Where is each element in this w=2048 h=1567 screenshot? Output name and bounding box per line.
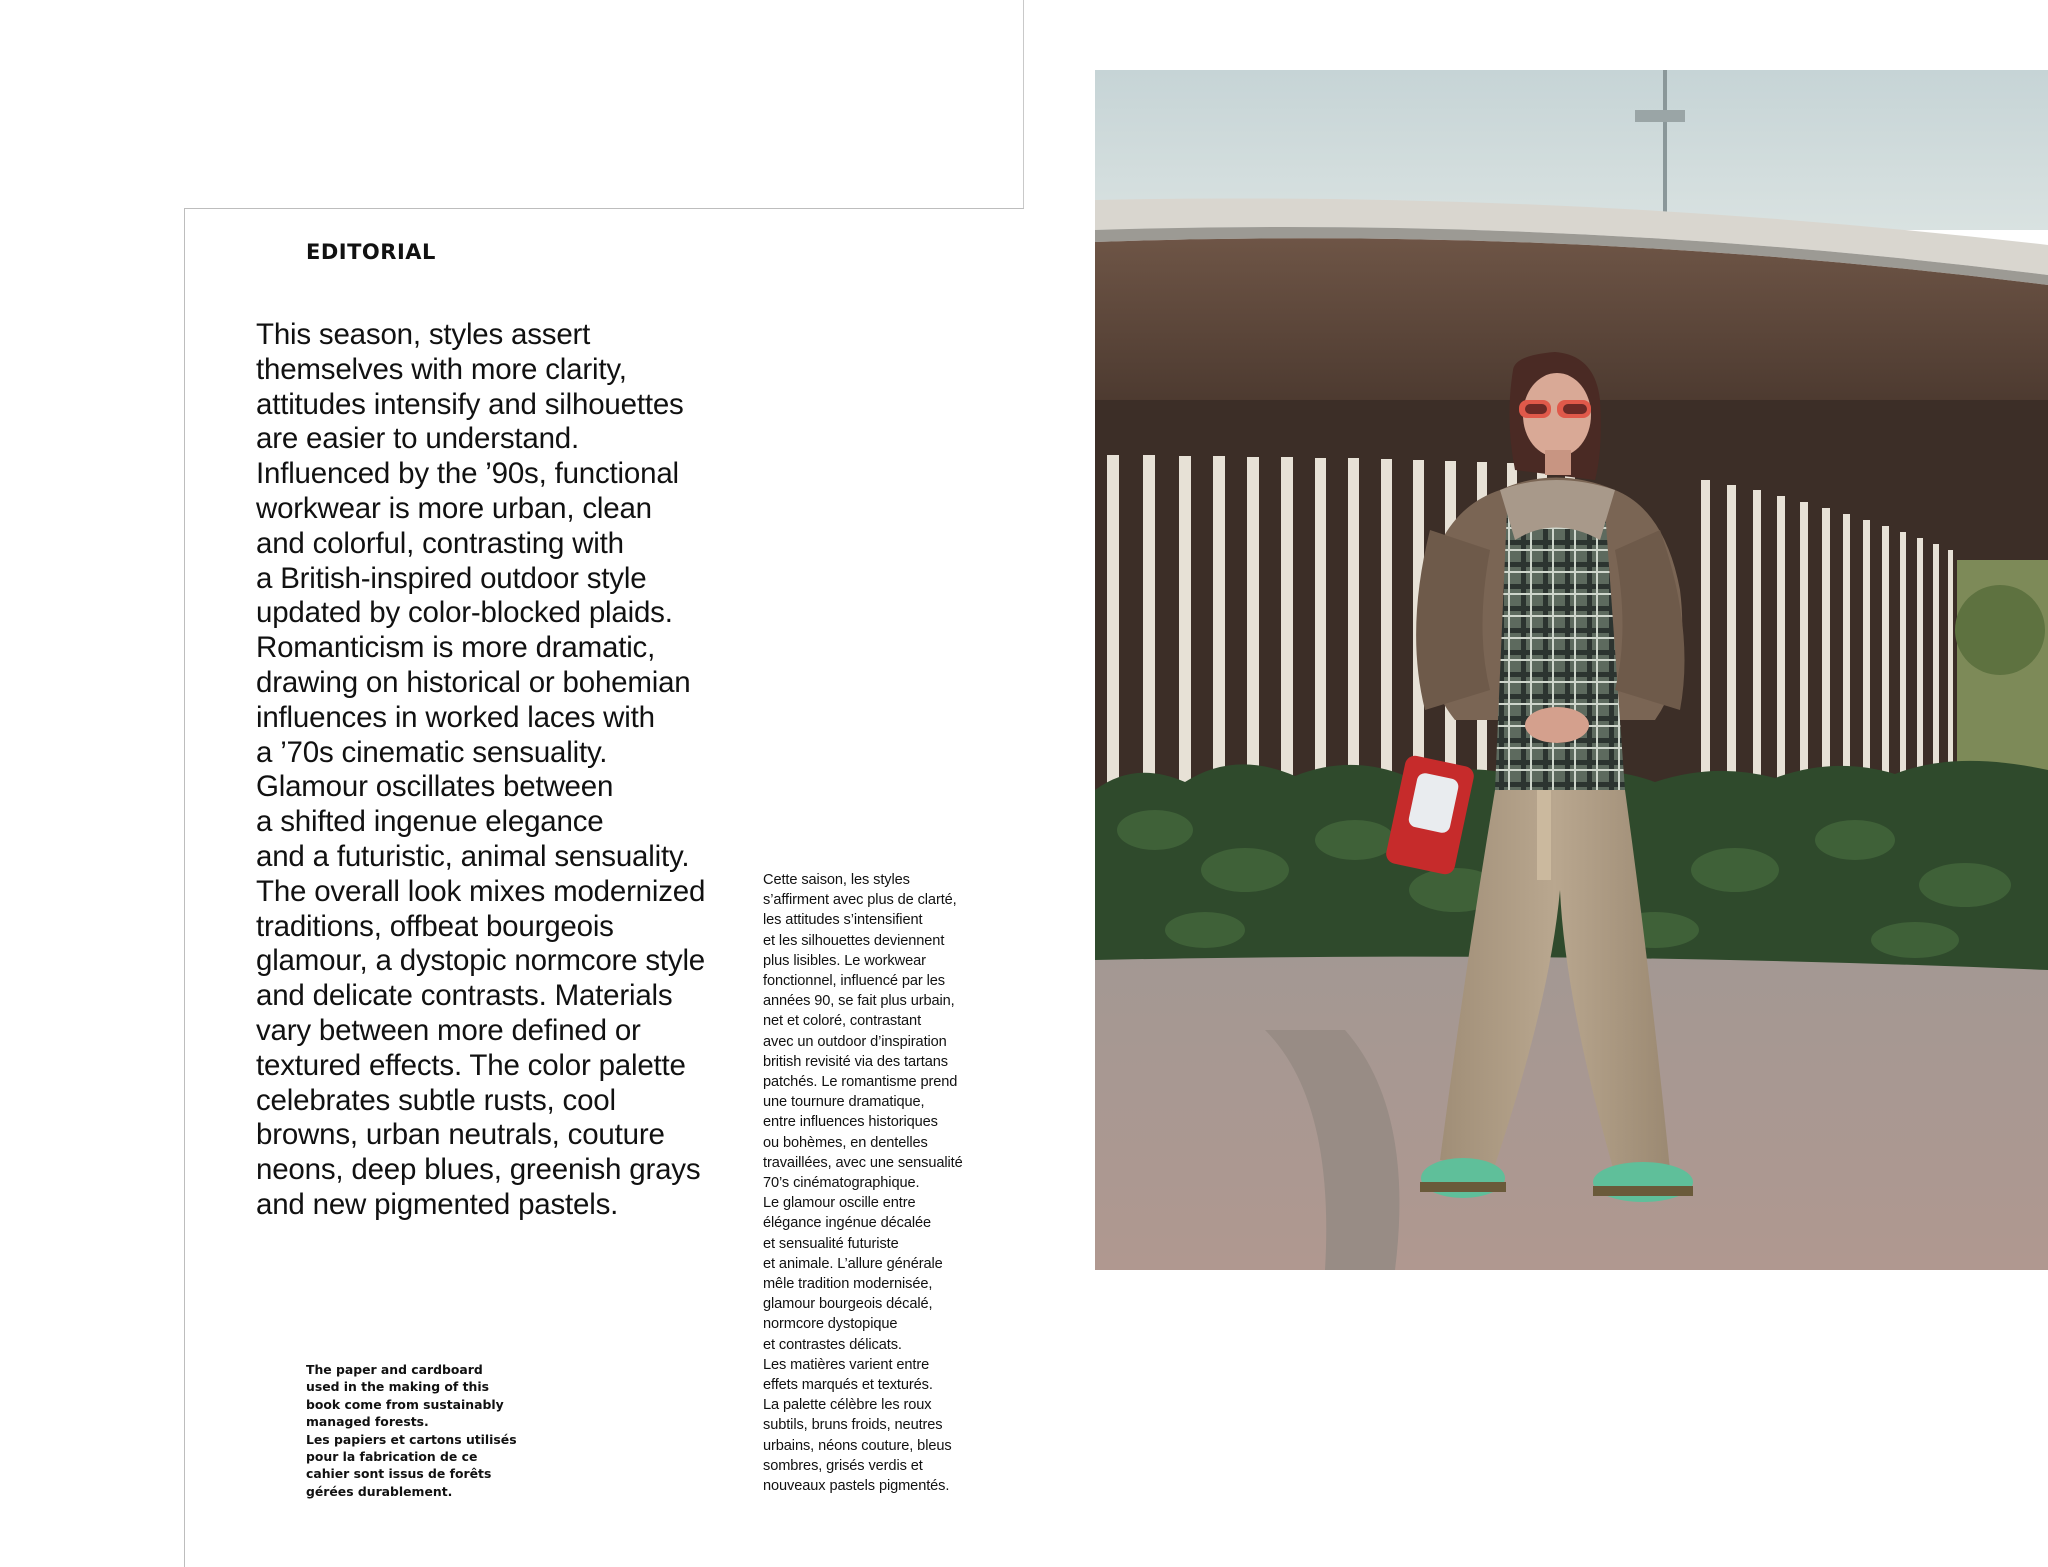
editorial-line-fr: sombres, grisés verdis et <box>763 1457 923 1474</box>
editorial-line-en: attitudes intensify and silhouettes <box>256 387 684 421</box>
editorial-line-fr: patchés. Le romantisme prend <box>763 1074 958 1091</box>
editorial-line-fr: La palette célèbre les roux <box>763 1397 932 1414</box>
editorial-line-fr: mêle tradition modernisée, <box>763 1276 933 1293</box>
editorial-line-en: vary between more defined or <box>256 1013 641 1047</box>
fashion-photo-illustration <box>1095 70 2048 1270</box>
editorial-line-en: glamour, a dystopic normcore style <box>256 944 706 978</box>
editorial-line-en: influences in worked laces with <box>256 700 655 734</box>
editorial-line-en: themselves with more clarity, <box>256 352 627 386</box>
fashion-photo <box>1095 70 2048 1270</box>
editorial-line-fr: et animale. L’allure générale <box>763 1255 943 1272</box>
editorial-line-fr: années 90, se fait plus urbain, <box>763 993 955 1010</box>
editorial-line-fr: et sensualité futuriste <box>763 1235 899 1252</box>
editorial-line-fr: élégance ingénue décalée <box>763 1215 932 1232</box>
paper-note-line: Les papiers et cartons utilisés <box>306 1431 517 1447</box>
editorial-line-fr: normcore dystopique <box>763 1316 898 1333</box>
paper-sourcing-note <box>306 1361 536 1500</box>
editorial-line-en: neons, deep blues, greenish grays <box>256 1153 701 1187</box>
paper-note-line: book come from sustainably <box>306 1396 504 1412</box>
paper-note-line: cahier sont issus de forêts <box>306 1466 492 1482</box>
paper-note-line: pour la fabrication de ce <box>306 1449 478 1465</box>
editorial-line-en: Glamour oscillates between <box>256 770 614 804</box>
editorial-line-en: The overall look mixes modernized <box>256 874 706 908</box>
editorial-line-fr: nouveaux pastels pigmentés. <box>763 1478 950 1495</box>
editorial-line-en: and new pigmented pastels. <box>256 1187 619 1221</box>
editorial-line-fr: british revisité via des tartans <box>763 1053 948 1070</box>
paper-note-line: The paper and cardboard <box>306 1362 483 1377</box>
editorial-line-en: celebrates subtle rusts, cool <box>256 1083 616 1117</box>
editorial-line-en: and colorful, contrasting with <box>256 526 624 560</box>
editorial-line-fr: une tournure dramatique, <box>763 1094 925 1111</box>
editorial-line-en: This season, styles assert <box>256 318 591 351</box>
editorial-line-fr: ou bohèmes, en dentelles <box>763 1134 928 1151</box>
editorial-line-en: workwear is more urban, clean <box>256 491 652 525</box>
editorial-line-fr: urbains, néons couture, bleus <box>763 1437 952 1454</box>
editorial-line-fr: Cette saison, les styles <box>763 872 910 888</box>
editorial-line-en: a British-inspired outdoor style <box>256 561 647 595</box>
editorial-line-en: and delicate contrasts. Materials <box>256 979 673 1013</box>
editorial-line-fr: fonctionnel, influencé par les <box>763 973 945 990</box>
editorial-line-en: are easier to understand. <box>256 422 579 456</box>
editorial-line-fr: s’affirment avec plus de clarté, <box>763 892 957 909</box>
paper-note-line: managed forests. <box>306 1414 429 1430</box>
editorial-line-en: traditions, offbeat bourgeois <box>256 909 614 943</box>
editorial-line-fr: plus lisibles. Le workwear <box>763 952 926 969</box>
editorial-line-fr: entre influences historiques <box>763 1114 938 1131</box>
editorial-line-en: Influenced by the ’90s, functional <box>256 457 679 491</box>
editorial-text-french <box>763 870 993 1496</box>
editorial-line-en: Romanticism is more dramatic, <box>256 631 656 665</box>
editorial-line-en: updated by color-blocked plaids. <box>256 596 673 630</box>
editorial-line-fr: Les matières varient entre <box>763 1356 930 1373</box>
editorial-line-en: textured effects. The color palette <box>256 1048 686 1082</box>
editorial-line-fr: travaillées, avec une sensualité <box>763 1154 963 1171</box>
editorial-line-fr: et contrastes délicats. <box>763 1336 902 1353</box>
editorial-line-en: a shifted ingenue elegance <box>256 805 604 839</box>
editorial-line-en: browns, urban neutrals, couture <box>256 1118 665 1152</box>
editorial-line-fr: Le glamour oscille entre <box>763 1195 916 1212</box>
editorial-line-fr: subtils, bruns froids, neutres <box>763 1417 943 1434</box>
paper-note-line: used in the making of this <box>306 1379 489 1395</box>
editorial-line-fr: glamour bourgeois décalé, <box>763 1296 933 1313</box>
editorial-line-fr: et les silhouettes deviennent <box>763 932 945 949</box>
editorial-line-en: drawing on historical or bohemian <box>256 665 691 699</box>
editorial-line-en: a ’70s cinematic sensuality. <box>256 735 608 769</box>
editorial-line-fr: effets marqués et texturés. <box>763 1377 933 1394</box>
editorial-line-fr: les attitudes s’intensifient <box>763 912 923 929</box>
editorial-text-english <box>256 318 736 1223</box>
paper-note-line: gérées durablement. <box>306 1483 453 1499</box>
editorial-line-en: and a futuristic, animal sensuality. <box>256 839 690 873</box>
editorial-line-fr: avec un outdoor d’inspiration <box>763 1033 947 1050</box>
section-label: EDITORIAL <box>306 240 436 264</box>
editorial-line-fr: net et coloré, contrastant <box>763 1013 922 1030</box>
editorial-line-fr: 70’s cinématographique. <box>763 1175 920 1192</box>
